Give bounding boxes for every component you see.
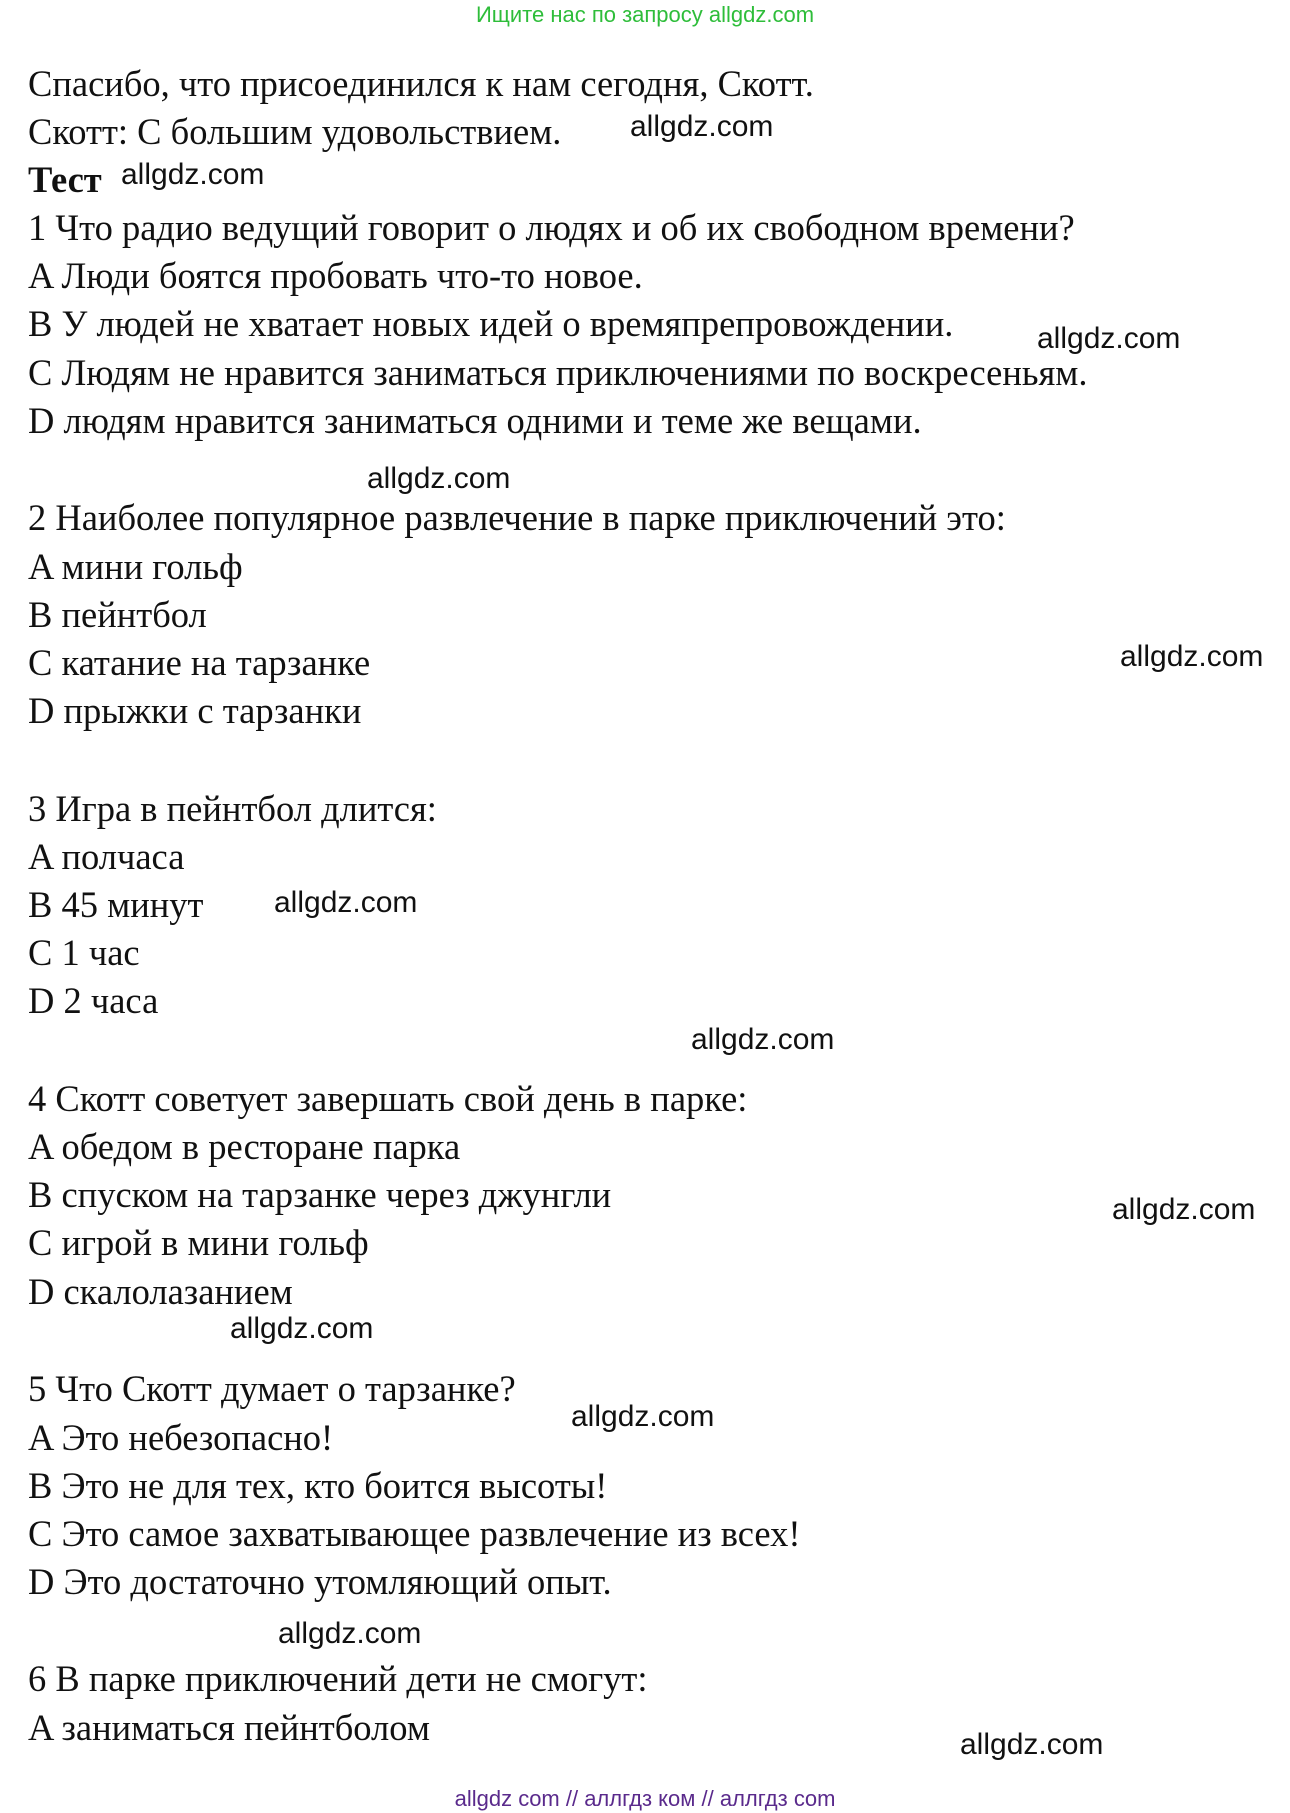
question-1-text: 1 Что радио ведущий говорит о людях и об их свободном времени? (28, 207, 1075, 248)
watermark-text: allgdz.com (630, 110, 774, 143)
intro-line-1: Спасибо, что присоединился к нам сегодня, Скотт. (28, 63, 814, 104)
question-2-option-b: B пейнтбол (28, 594, 207, 635)
question-5-option-a: A Это небезопасно! (28, 1417, 334, 1458)
footer-watermark: allgdz com // аллгдз ком // аллгдз com (454, 1786, 836, 1811)
watermark-text: allgdz.com (571, 1400, 715, 1433)
question-4-option-d: D скалолазанием (28, 1271, 293, 1312)
intro-line-2: Скотт: С большим удовольствием. (28, 111, 562, 152)
watermark-text: allgdz.com (230, 1312, 374, 1345)
question-4-text: 4 Скотт советует завершать свой день в парке: (28, 1078, 748, 1119)
watermark-text: allgdz.com (691, 1023, 835, 1056)
watermark-text: allgdz.com (1120, 640, 1264, 673)
watermark-text: allgdz.com (960, 1728, 1104, 1761)
question-3-text: 3 Игра в пейнтбол длится: (28, 788, 437, 829)
question-3-option-b: B 45 минут (28, 884, 204, 925)
question-1-option-b: B У людей не хватает новых идей о времяпрепровождении. (28, 303, 954, 344)
question-3-option-c: C 1 час (28, 932, 140, 973)
question-1-option-a: A Люди боятся пробовать что-то новое. (28, 255, 643, 296)
test-heading: Тест (28, 159, 102, 200)
watermark-text: allgdz.com (1037, 322, 1181, 355)
question-4-option-b: B спуском на тарзанке через джунгли (28, 1174, 612, 1215)
watermark-text: allgdz.com (1112, 1193, 1256, 1226)
question-5-option-c: C Это самое захватывающее развлечение из всех! (28, 1513, 801, 1554)
question-2-option-c: C катание на тарзанке (28, 642, 371, 683)
question-3-option-a: A полчаса (28, 836, 185, 877)
question-2-option-d: D прыжки с тарзанки (28, 690, 362, 731)
question-6-option-a: A заниматься пейнтболом (28, 1707, 430, 1748)
question-4-option-c: C игрой в мини гольф (28, 1222, 369, 1263)
question-4-option-a: A обедом в ресторане парка (28, 1126, 461, 1167)
question-2-option-a: A мини гольф (28, 546, 243, 587)
question-1-option-d: D людям нравится заниматься одними и теме же вещами. (28, 400, 922, 441)
question-5-text: 5 Что Скотт думает о тарзанке? (28, 1368, 516, 1409)
top-banner: Ищите нас по запросу allgdz.com (475, 2, 815, 27)
watermark-text: allgdz.com (367, 462, 511, 495)
question-5-option-b: B Это не для тех, кто боится высоты! (28, 1465, 608, 1506)
watermark-text: allgdz.com (121, 158, 265, 191)
question-5-option-d: D Это достаточно утомляющий опыт. (28, 1561, 612, 1602)
question-3-option-d: D 2 часа (28, 980, 159, 1021)
question-1-option-c: C Людям не нравится заниматься приключениями по воскресеньям. (28, 352, 1088, 393)
question-6-text: 6 В парке приключений дети не смогут: (28, 1658, 648, 1699)
watermark-text: allgdz.com (274, 886, 418, 919)
watermark-text: allgdz.com (278, 1617, 422, 1650)
question-2-text: 2 Наиболее популярное развлечение в парке приключений это: (28, 497, 1006, 538)
